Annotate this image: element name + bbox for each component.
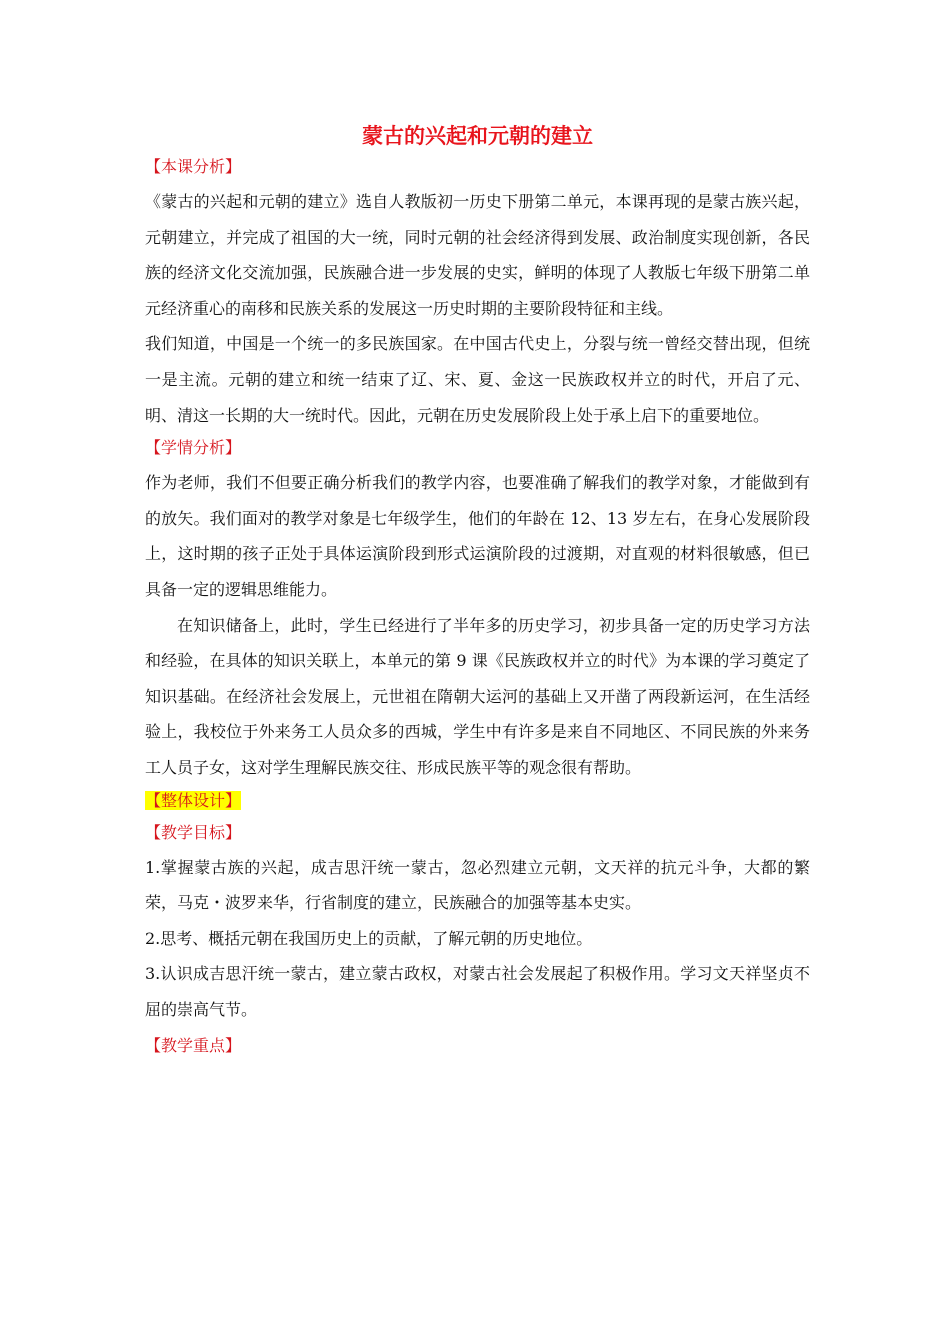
teaching-goal-item-2: 2.思考、概括元朝在我国历史上的贡献，了解元朝的历史地位。	[145, 928, 593, 948]
document-page	[145, 118, 810, 1063]
section-heading-teaching-goals: 【教学目标】	[145, 822, 242, 842]
student-analysis-paragraph-2: 在知识储备上，此时，学生已经进行了半年多的历史学习，初步具备一定的历史学习方法和经验，在具体的知识关联上，本单元的第 9 课《民族政权并立的时代》为本课的学习奠定了知识基础。在经济社会发展上，元世祖在隋朝大运河的基础上又开凿了两段新运河，在生活经验上，我校位于外来务工人员众多的西城，学生中有许多是来自不同地区、不同民族的外来务工人员子女，这对学生理解民族交往、形成民族平等的观念很有帮助。	[145, 615, 810, 777]
student-analysis-paragraph-1: 作为老师，我们不但要正确分析我们的教学内容，也要准确了解我们的教学对象，才能做到有的放矢。我们面对的教学对象是七年级学生，他们的年龄在 12、13 岁左右，在身心发展阶段上，这时期的孩子正处于具体运演阶段到形式运演阶段的过渡期，对直观的材料很敏感，但已具备一定的逻辑思维能力。	[145, 473, 810, 599]
section-heading-student-analysis: 【学情分析】	[145, 438, 242, 458]
teaching-goal-item-3: 3.认识成吉思汗统一蒙古，建立蒙古政权，对蒙古社会发展起了积极作用。学习文天祥坚贞不屈的崇高气节。	[145, 964, 810, 1019]
section-heading-teaching-focus: 【教学重点】	[145, 1036, 242, 1056]
teaching-goal-item-1: 1.掌握蒙古族的兴起，成吉思汗统一蒙古，忽必烈建立元朝，文天祥的抗元斗争，大都的繁荣，马克・波罗来华，行省制度的建立，民族融合的加强等基本史实。	[145, 857, 810, 913]
document-title: 蒙古的兴起和元朝的建立	[362, 124, 593, 148]
section-heading-overall-design	[145, 788, 810, 814]
course-analysis-paragraph-1: 《蒙古的兴起和元朝的建立》选自人教版初一历史下册第二单元，本课再现的是蒙古族兴起，元朝建立，并完成了祖国的大一统，同时元朝的社会经济得到发展、政治制度实现创新，各民族的经济文化交流加强，民族融合进一步发展的史实，鲜明的体现了人教版七年级下册第二单元经济重心的南移和民族关系的发展这一历史时期的主要阶段特征和主线。	[145, 192, 810, 318]
section-heading-course-analysis: 【本课分析】	[145, 157, 242, 176]
highlighted-heading-text: 【整体设计】	[145, 790, 242, 810]
course-analysis-paragraph-2: 我们知道，中国是一个统一的多民族国家。在中国古代史上，分裂与统一曾经交替出现，但统一是主流。元朝的建立和统一结束了辽、宋、夏、金这一民族政权并立的时代，开启了元、明、清这一长期的大一统时代。因此，元朝在历史发展阶段上处于承上启下的重要地位。	[145, 334, 810, 425]
